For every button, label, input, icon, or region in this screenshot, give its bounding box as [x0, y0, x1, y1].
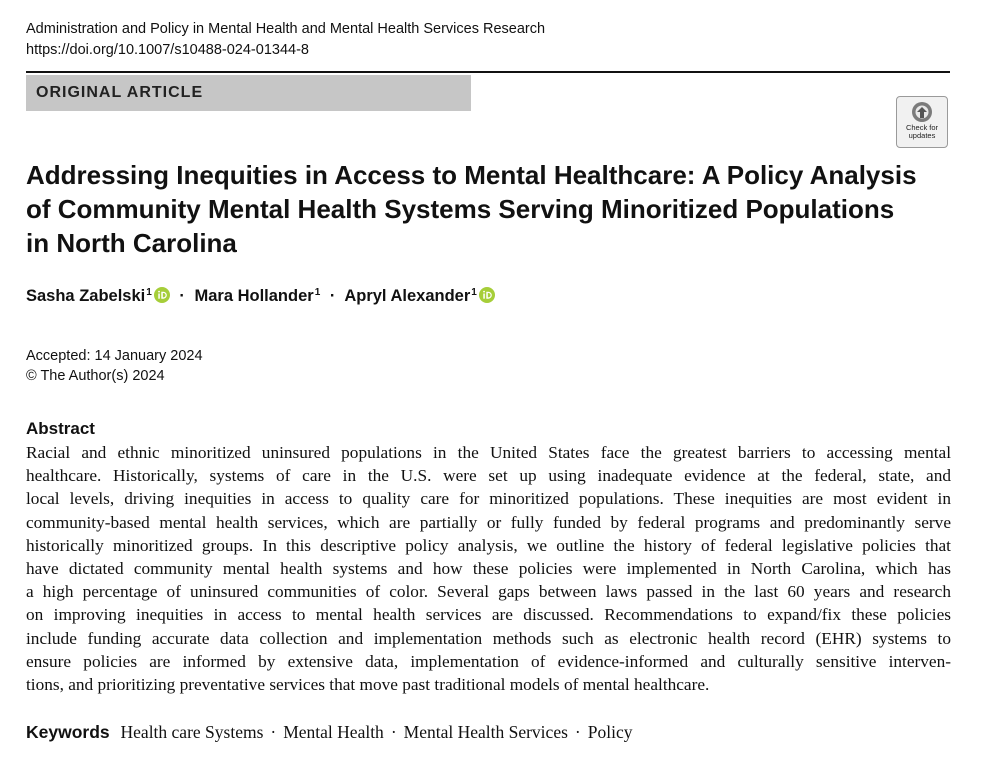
- accepted-date: Accepted: 14 January 2024: [26, 348, 203, 364]
- author-affiliation: 1: [471, 287, 477, 298]
- abstract-line: include funding accurate data collection and implementation methods such as electronic health record (EHR) systems to: [26, 628, 951, 648]
- keyword[interactable]: Policy: [587, 722, 633, 742]
- keywords-label: Keywords: [26, 722, 110, 742]
- orcid-icon[interactable]: [479, 287, 495, 308]
- author-separator: ·: [179, 287, 185, 305]
- abstract-line: tions, and prioritizing preventative services that move past traditional models of mental healthcare.: [26, 675, 710, 695]
- keyword[interactable]: Mental Health: [283, 722, 384, 742]
- crossmark-icon: [911, 101, 933, 123]
- abstract-heading: Abstract: [26, 419, 95, 438]
- keyword[interactable]: Mental Health Services: [403, 722, 568, 742]
- check-for-updates-label: [897, 124, 947, 140]
- abstract-line: have dictated community mental health systems and how these policies were implemented in North Carolina, which has: [26, 559, 951, 579]
- abstract-line: healthcare. Historically, systems of care in the U.S. were set up using inadequate evidence at the federal, state, and: [26, 466, 951, 486]
- abstract-line: on improving inequities in access to mental health services are discussed. Recommendations to expand/fix these policies: [26, 605, 951, 625]
- abstract-text: [26, 441, 951, 696]
- author-affiliation: 1: [314, 287, 321, 298]
- keyword-separator: ·: [574, 722, 581, 742]
- check-for-updates-line1: Check for: [905, 123, 939, 132]
- doi-link[interactable]: https://doi.org/10.1007/s10488-024-01344-8: [26, 42, 309, 58]
- author-name[interactable]: Sasha Zabelski: [26, 287, 146, 305]
- author-name[interactable]: Mara Hollander: [194, 287, 314, 305]
- journal-name: Administration and Policy in Mental Health and Mental Health Services Research: [26, 21, 546, 37]
- author-list: [26, 287, 495, 308]
- abstract-line: ensure policies are informed by extensive data, implementation of evidence-informed and culturally sensitive interven-: [26, 651, 951, 671]
- abstract-line: community-based mental health services, which are partially or fully funded by federal programs and predominantly serve: [26, 512, 951, 532]
- orcid-icon[interactable]: [154, 287, 170, 308]
- article-type-banner: ORIGINAL ARTICLE: [26, 75, 471, 111]
- keyword-separator: ·: [270, 722, 277, 742]
- author-name[interactable]: Apryl Alexander: [344, 287, 471, 305]
- author-affiliation: 1: [146, 287, 152, 298]
- author-separator: ·: [329, 287, 336, 305]
- keywords: [26, 722, 632, 743]
- abstract-line: Racial and ethnic minoritized uninsured populations in the United States face the greatest barriers to accessing mental: [26, 443, 951, 462]
- title-line: Addressing Inequities in Access to Mental Healthcare: A Policy Analysis: [26, 160, 917, 190]
- header-rule: [26, 71, 950, 73]
- keyword-separator: ·: [390, 722, 397, 742]
- keyword[interactable]: Health care Systems: [120, 722, 264, 742]
- article-title: [26, 158, 917, 260]
- abstract-line: historically minoritized groups. In this descriptive policy analysis, we outline the history of federal legislative policies that: [26, 535, 951, 555]
- check-for-updates-line2: updates: [908, 131, 936, 140]
- title-line: in North Carolina: [26, 228, 237, 258]
- abstract-line: a high percentage of uninsured communities of color. Several gaps between laws passed in the last 60 years and research: [26, 582, 951, 602]
- title-line: of Community Mental Health Systems Serving Minoritized Populations: [26, 194, 895, 224]
- publication-dates: [26, 346, 203, 386]
- abstract-line: local levels, driving inequities in access to quality care for minoritized populations. These inequities are most evident in: [26, 489, 951, 509]
- check-for-updates-badge[interactable]: [896, 96, 948, 148]
- copyright-line: © The Author(s) 2024: [26, 368, 165, 384]
